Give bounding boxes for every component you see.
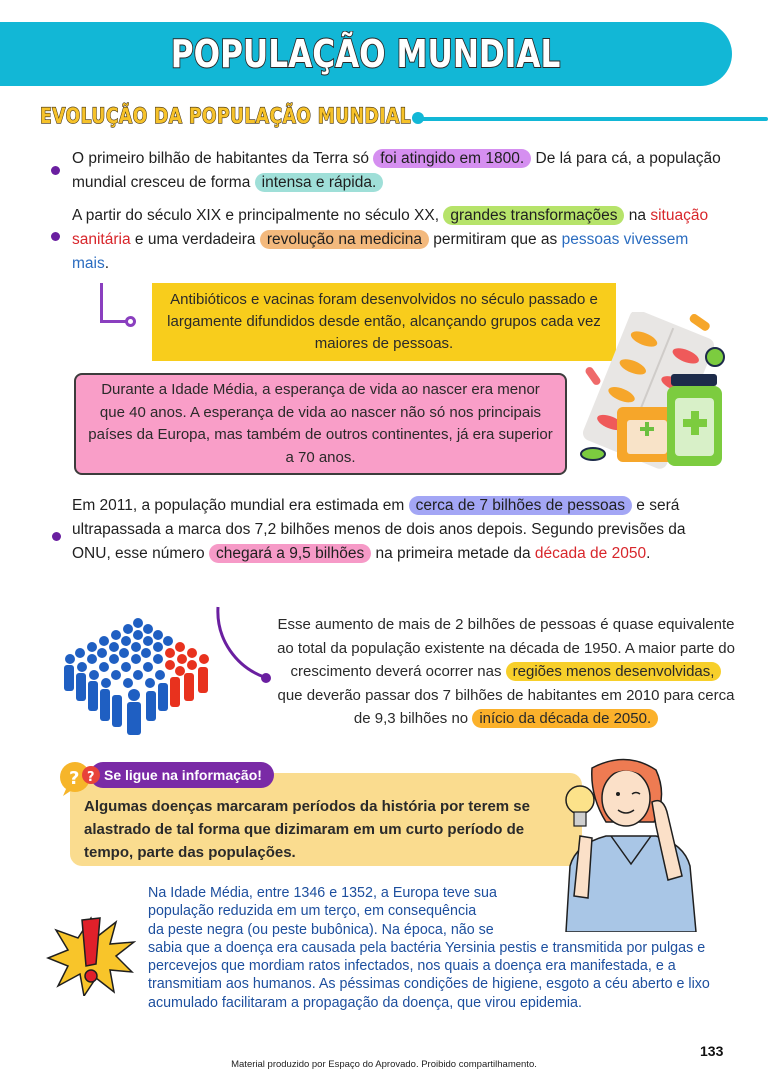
- paragraph-transformations: A partir do século XIX e principalmente no século XX, grandes transformações na situação sanitária e uma verdadeira revolução na medicina permitiram que as pessoas vivessem mais.: [72, 207, 709, 272]
- red-text-2050: década de 2050: [534, 545, 647, 562]
- life-expectancy-box: Durante a Idade Média, a esperança de vida ao nascer era menor que 40 anos. A esperança de vida ao nascer não só nos principais países da Europa, mas também de outros continentes, já era superior a 70 anos.: [74, 373, 567, 475]
- footer-copyright: Material produzido por Espaço do Aprovado. Proibido compartilhamento.: [231, 1059, 537, 1070]
- highlight-1800: foi atingido em 1800.: [373, 149, 531, 168]
- red-text-sanitary: situação sanitária: [72, 207, 709, 248]
- antibiotics-box: Antibióticos e vacinas foram desenvolvidos no século passado e largamente difundidos desde então, alcançando grupos cada vez maiores de pessoas.: [152, 283, 616, 361]
- highlight-intense: intensa e rápida.: [255, 173, 384, 192]
- info-text: Algumas doenças marcaram períodos da história por terem se alastrado de tal forma que dizimaram em um curto período de tempo, parte das populações.: [84, 798, 530, 861]
- bullet-icon: [51, 166, 60, 175]
- highlight-less-developed: regiões menos desenvolvidas,: [506, 662, 722, 681]
- black-death-paragraph: Na Idade Média, entre 1346 e 1352, a Europa teve sua população reduzida em um terço, em consequência da peste negra (ou peste bubônica). Na época, não se sabia que a doença era causada pela bactéria Yersinia pestis e transmitida por pulgas e percevejos que mordiam ratos infectados, nos quais a doença era manifestada, e a transmitiam aos humanos. As péssimas condições de higiene, esgoto a céu aberto e lixo acumulado facilitaram a propagação da doença, que virou epidemia.: [148, 885, 710, 1011]
- page-title: POPULAÇÃO MUNDIAL: [171, 32, 561, 76]
- exclamation-alert-icon: [46, 912, 136, 996]
- highlight-early-2050: início da década de 2050.: [472, 709, 658, 728]
- svg-text:?: ?: [87, 770, 95, 785]
- highlight-7-billion: cerca de 7 bilhões de pessoas: [409, 496, 632, 515]
- heading-divider: [414, 117, 768, 121]
- info-tag: Se ligue na informação!: [90, 762, 274, 788]
- svg-text:?: ?: [69, 768, 80, 789]
- highlight-9-5-billion: chegará a 9,5 bilhões: [209, 544, 371, 563]
- connector-dot: [125, 316, 136, 327]
- blue-text-live-longer: pessoas vivessem mais: [72, 231, 689, 272]
- question-bubbles-icon: [58, 757, 102, 797]
- paragraph-2011-population: Em 2011, a população mundial era estimada em cerca de 7 bilhões de pessoas e será ultrapassada a marca dos 7,2 bilhões menos de dois anos depois. Segundo previsões da ONU, esse número chegará a 9,5 bilhões na primeira metade da década de 2050.: [72, 497, 686, 562]
- medicine-illustration: [575, 312, 755, 470]
- bullet-icon: [51, 232, 60, 241]
- highlight-transformations: grandes transformações: [443, 206, 624, 225]
- title-banner: [0, 22, 732, 86]
- highlight-medicine: revolução na medicina: [260, 230, 429, 249]
- page-number: 133: [700, 1043, 724, 1059]
- section-heading: EVOLUÇÃO DA POPULAÇÃO MUNDIAL: [40, 104, 412, 128]
- curved-connector: [212, 605, 282, 685]
- bullet-icon: [52, 532, 61, 541]
- crowd-illustration: [58, 615, 218, 735]
- paragraph-growth-regions: Esse aumento de mais de 2 bilhões de pessoas é quase equivalente ao total da população existente na década de 1950. A maior parte do crescimento deverá ocorrer nas regiões menos desenvolvidas, que deverão passar dos 7 bilhões de habitantes em 2010 para cerca de 9,3 bilhões no início da década de 2050.: [277, 616, 735, 727]
- paragraph-first-billion: O primeiro bilhão de habitantes da Terra só foi atingido em 1800. De lá para cá, a população mundial cresceu de forma intensa e rápida.: [72, 150, 721, 191]
